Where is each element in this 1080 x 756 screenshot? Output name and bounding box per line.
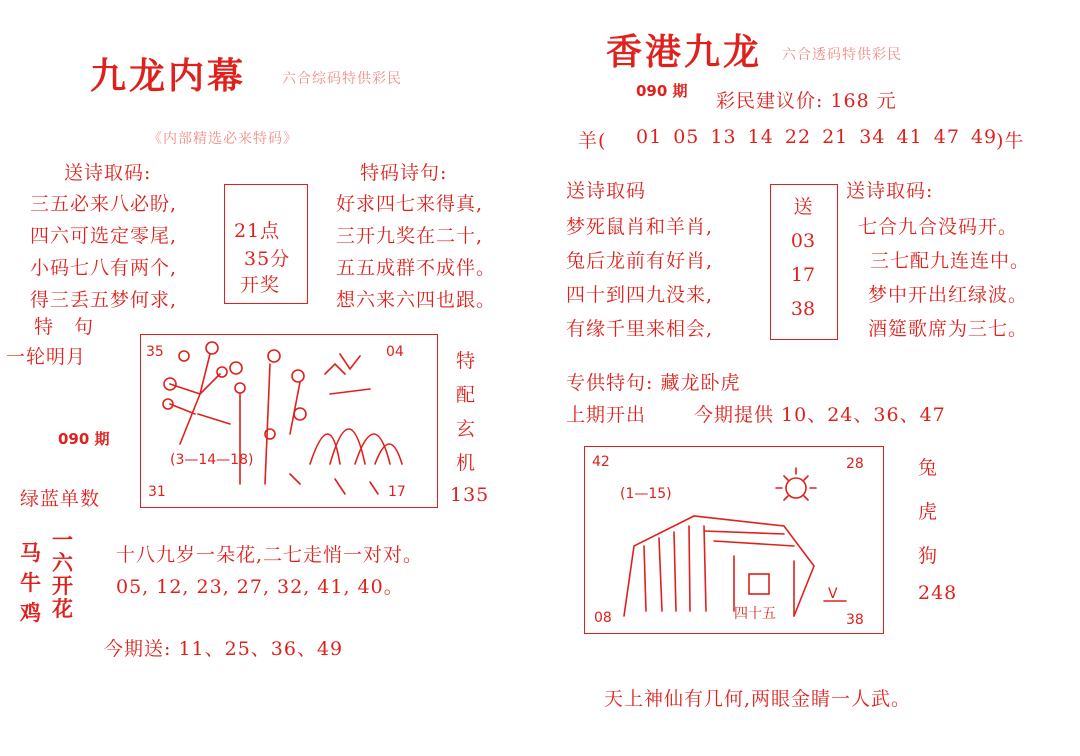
right-price: 彩民建议价: 168 元 xyxy=(716,90,897,112)
center-item: 38 xyxy=(790,298,816,320)
sketch-mark: V xyxy=(828,586,838,602)
left-side-vertical xyxy=(456,344,476,480)
sketch-corner-bl: 31 xyxy=(148,484,166,500)
side-char: 玄 xyxy=(456,418,477,440)
right-send-poem-right-label: 送诗取码: xyxy=(846,180,934,202)
left-sketch-drawing xyxy=(140,334,436,506)
right-last-issue: 上期开出 xyxy=(566,404,647,426)
flower-char: 六 xyxy=(52,550,73,575)
poem-line: 三开九奖在二十, xyxy=(336,225,484,247)
right-special-phrase: 专供特句: 藏龙卧虎 xyxy=(566,372,741,394)
left-numbers-line: 05, 12, 23, 27, 32, 41, 40。 xyxy=(116,576,404,598)
left-send-today: 今期送: 11、25、36、49 xyxy=(104,638,344,660)
left-issue: 090 期 xyxy=(58,430,110,448)
poem-line: 四十到四九没来, xyxy=(566,284,714,306)
right-side-number: 248 xyxy=(918,582,958,604)
poem-line: 梦中开出红绿波。 xyxy=(868,284,1029,306)
left-special-label: 特 句 xyxy=(34,316,95,338)
right-this-issue: 今期提供 10、24、36、47 xyxy=(694,404,946,426)
flower-char: 一 xyxy=(52,527,73,552)
left-flower-col xyxy=(52,528,73,620)
zodiac-char: 鸡 xyxy=(20,600,41,625)
sketch-corner-bl: 08 xyxy=(594,610,612,626)
left-center-box-line: 21点 xyxy=(234,220,281,242)
poem-line: 得三丢五梦何求, xyxy=(30,289,178,311)
poem-line: 五五成群不成伴。 xyxy=(336,257,497,279)
right-subtitle: 六合透码特供彩民 xyxy=(782,47,902,63)
poem-line: 三七配九连连中。 xyxy=(870,250,1031,272)
poem-line: 三五必来八必盼, xyxy=(30,193,178,215)
left-title: 九龙内幕 xyxy=(90,55,247,97)
sketch-house-text: 四十五 xyxy=(734,606,776,622)
flower-char: 开 xyxy=(52,573,73,598)
sketch-formula: (1—15) xyxy=(620,486,672,502)
left-subtitle: 六合综码特供彩民 xyxy=(282,71,402,87)
side-char: 特 xyxy=(456,350,477,372)
left-zodiac-col xyxy=(20,538,41,628)
poem-line: 四六可选定零尾, xyxy=(30,225,178,247)
center-item: 03 xyxy=(790,230,816,252)
poem-line: 兔后龙前有好肖, xyxy=(566,250,714,272)
center-item: 17 xyxy=(790,264,816,286)
left-poem-left xyxy=(30,188,177,316)
side-char: 虎 xyxy=(918,501,939,523)
left-subheading: 《内部精选必来特码》 xyxy=(148,131,298,147)
side-char: 狗 xyxy=(918,545,939,567)
flower-char: 花 xyxy=(52,596,73,621)
side-char: 配 xyxy=(456,384,477,406)
right-issue: 090 期 xyxy=(636,82,688,100)
zodiac-char: 马 xyxy=(20,540,41,565)
side-char: 机 xyxy=(456,452,477,474)
right-center-col xyxy=(770,190,836,326)
right-footer: 天上神仙有几何,两眼金睛一人武。 xyxy=(604,688,912,710)
right-row-start: 羊( xyxy=(578,130,607,152)
right-row-end: )牛 xyxy=(996,130,1025,152)
right-title: 香港九龙 xyxy=(606,31,763,73)
right-sketch-drawing xyxy=(584,446,882,632)
sketch-corner-tl: 42 xyxy=(592,454,610,470)
sketch-corner-br: 38 xyxy=(846,612,864,628)
poem-line: 想六来六四也跟。 xyxy=(336,289,497,311)
poem-line: 梦死鼠肖和羊肖, xyxy=(566,216,714,238)
sketch-corner-br: 17 xyxy=(388,484,406,500)
sketch-corner-tl: 35 xyxy=(146,344,164,360)
left-color-hint: 绿蓝单数 xyxy=(20,488,101,510)
sketch-formula: (3—14—18) xyxy=(170,452,254,468)
left-special-phrase: 一轮明月 xyxy=(6,346,87,368)
zodiac-char: 牛 xyxy=(20,570,41,595)
poem-line: 好求四七来得真, xyxy=(336,193,484,215)
right-poem-left xyxy=(566,210,713,346)
sketch-corner-tr: 28 xyxy=(846,456,864,472)
left-center-box-line: 开奖 xyxy=(240,274,281,296)
center-item: 送 xyxy=(793,196,813,218)
right-side-vertical xyxy=(918,446,938,578)
right-poem-right xyxy=(858,210,1030,346)
poem-line: 酒筵歌席为三七。 xyxy=(868,318,1029,340)
poem-line: 七合九合没码开。 xyxy=(858,216,1019,238)
left-special-poem-label: 特码诗句: xyxy=(360,162,448,184)
left-center-box-line: 35分 xyxy=(244,248,291,270)
poem-line: 有缘千里来相会, xyxy=(566,318,714,340)
left-poem-right xyxy=(336,188,496,316)
poem-line: 小码七八有两个, xyxy=(30,257,178,279)
sketch-corner-tr: 04 xyxy=(386,344,404,360)
right-row-numbers: 01 05 13 14 22 21 34 41 47 49 xyxy=(636,126,998,148)
side-char: 兔 xyxy=(918,457,939,479)
left-poem-line: 十八九岁一朵花,二七走悄一对对。 xyxy=(116,544,424,566)
left-side-number: 135 xyxy=(450,484,490,506)
left-send-poem-label: 送诗取码: xyxy=(64,162,152,184)
right-send-poem-left-label: 送诗取码 xyxy=(566,180,647,202)
